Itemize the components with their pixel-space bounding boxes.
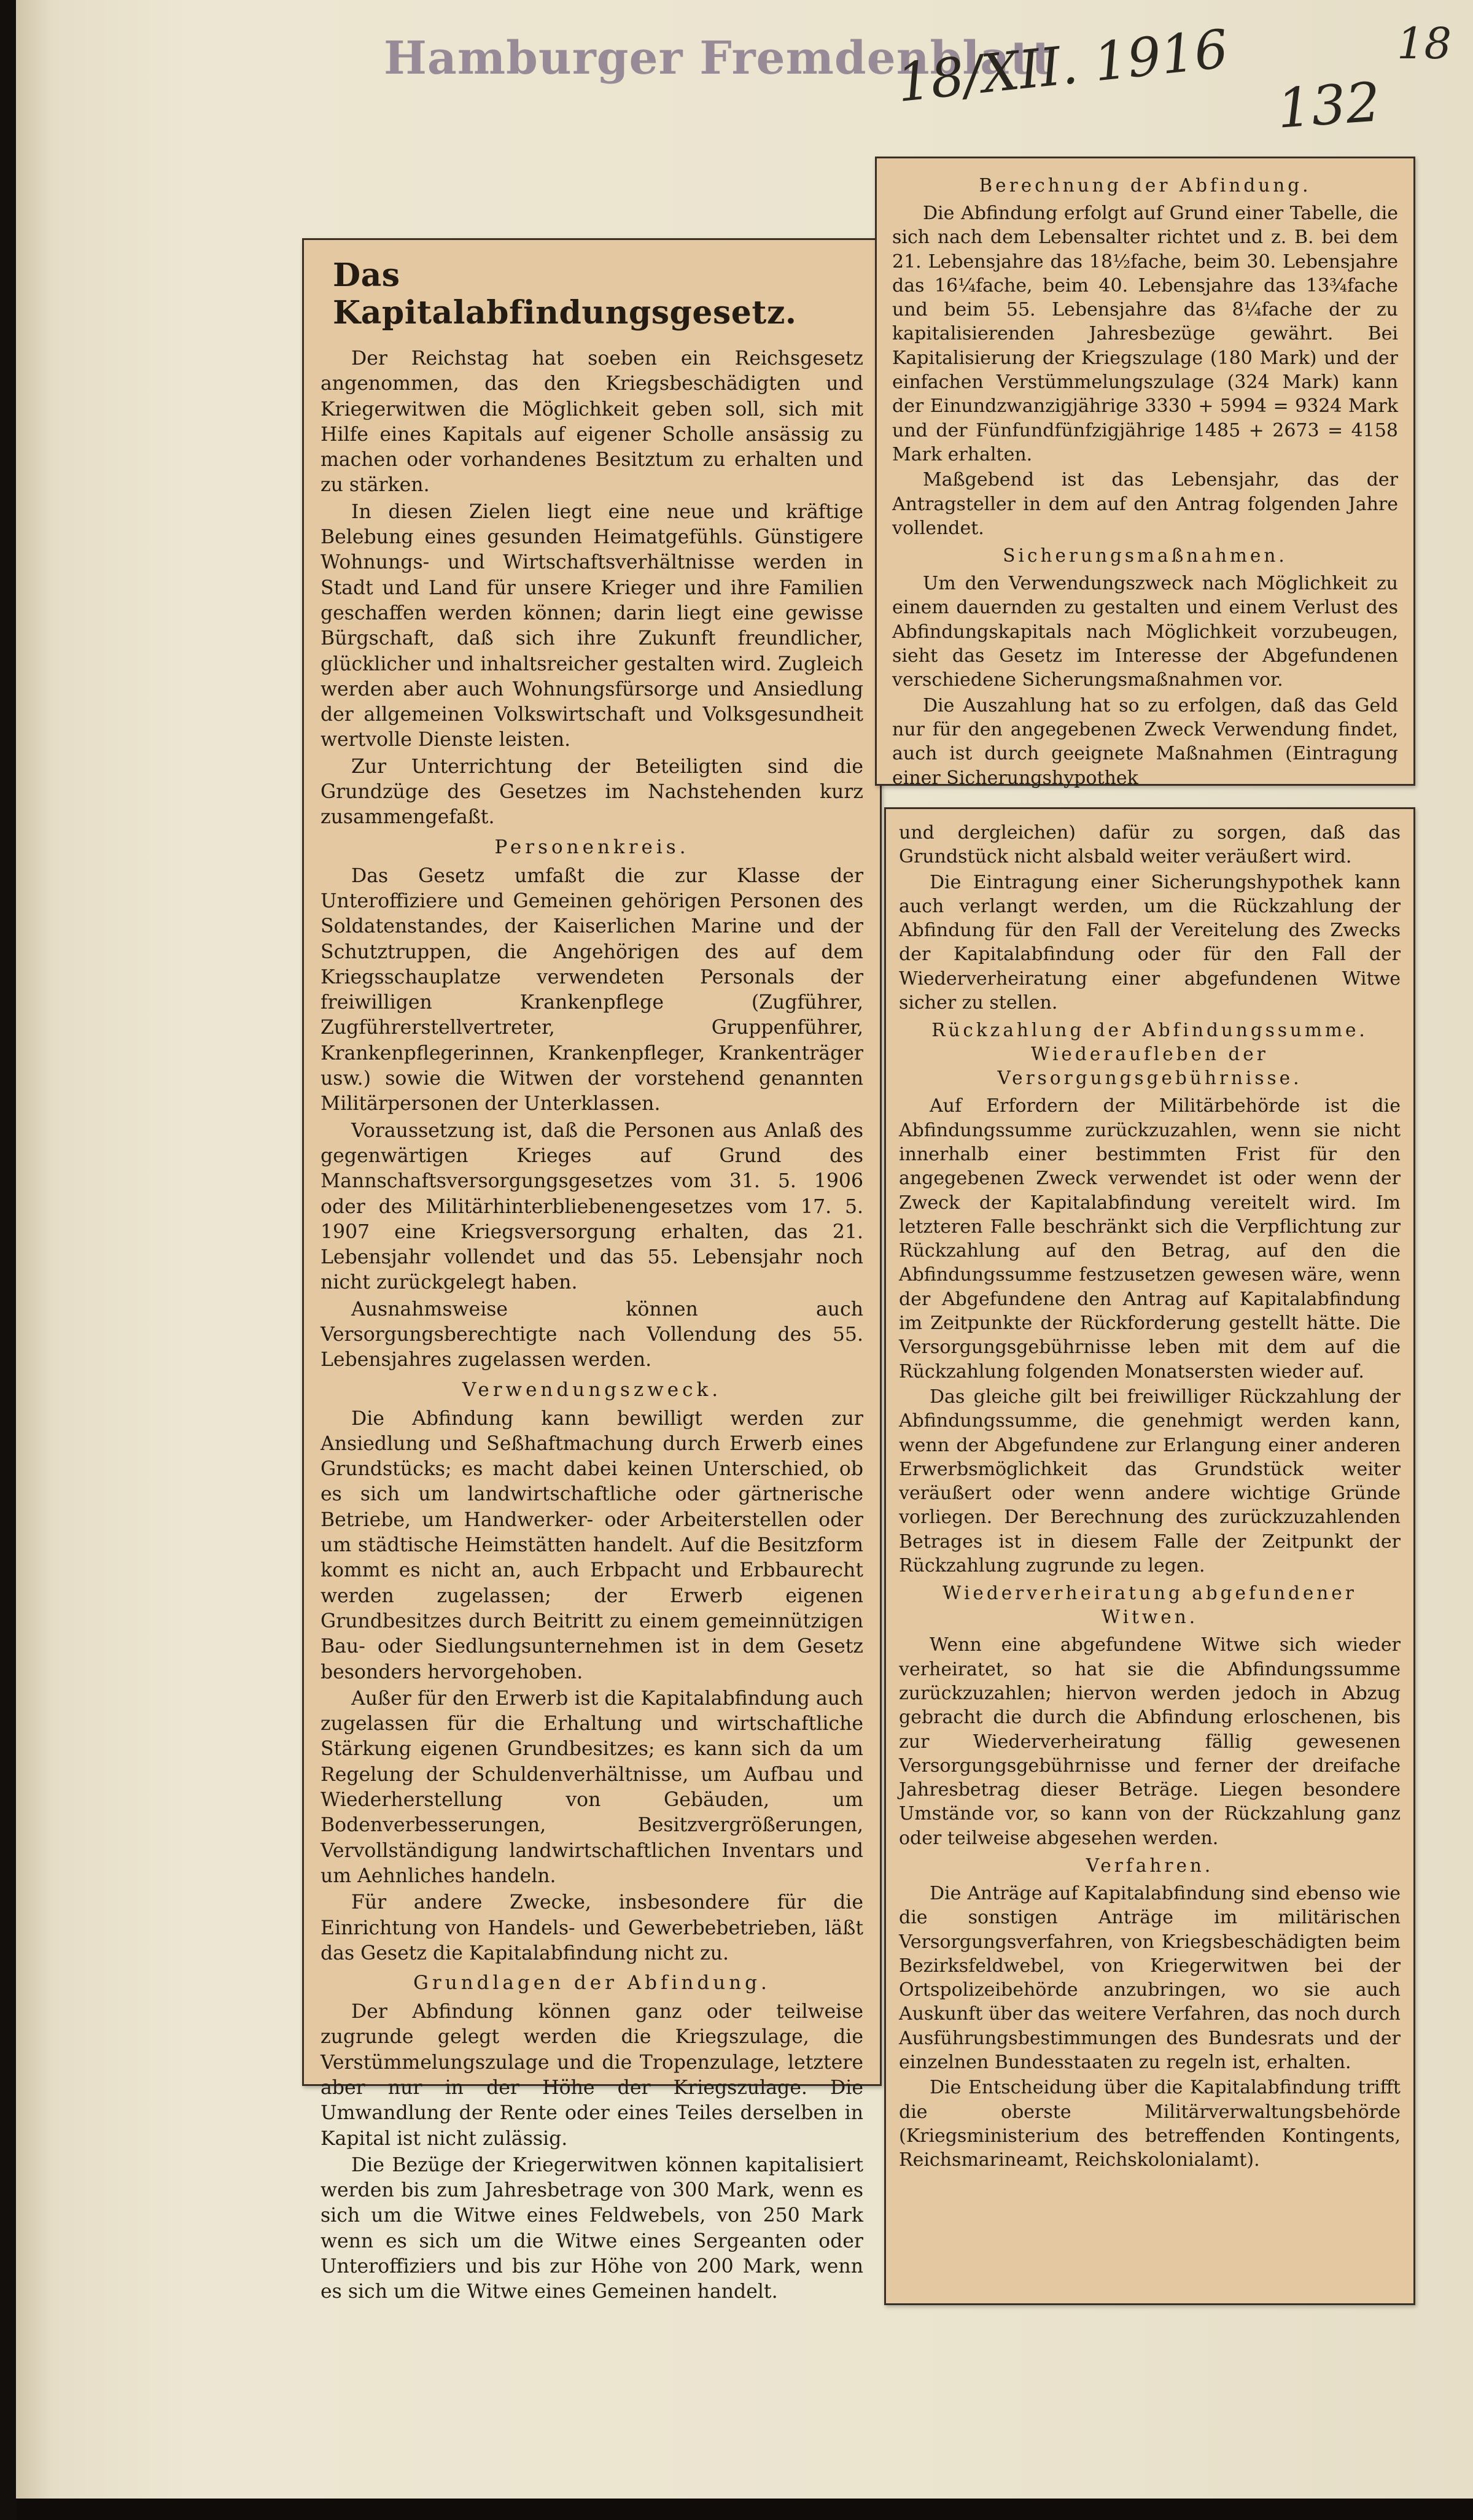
paragraph: Der Abfindung können ganz oder teilweise zugrunde gelegt werden die Kriegszulage, die Verstümmelungszulage und die Tropenzulage, letztere aber nur in der Höhe der Kriegszulage. Die Umwandlung der Rente oder eines Teiles derselben in Kapital ist nicht zulässig. <box>321 2001 863 2150</box>
paragraph: Die Abfindung kann bewilligt werden zur Ansiedlung und Seßhaftmachung durch Erwerb eines Grundstücks; es macht dabei keinen Unterschied, ob es sich um landwirtschaftliche oder gärtnerische Betriebe, um Handwerker- oder Arbeiterstellen oder um städtische Heimstätten handelt. Auf die Besitzform kommt es nicht an, auch Erbpacht und Erbbaurecht werden zugelassen; der Erwerb eigenen Grundbesitzes durch Beitritt zu einem gemeinnützigen Bau- oder Siedlungsunternehmen ist in dem Gesetz besonders hervorgehoben. <box>321 1407 863 1683</box>
paragraph: Voraussetzung ist, daß die Personen aus Anlaß des gegenwärtigen Krieges auf Grund des Mannschaftsversorgungsgesetzes vom 31. 5. 1906 oder des Militärhinterbliebenengesetzes vom 17. 5. 1907 eine Kriegsversorgung erhalten, das 21. Lebensjahr vollendet und das 55. Lebensjahr noch nicht zurückgelegt haben. <box>321 1119 863 1294</box>
paragraph: Maßgebend ist das Lebensjahr, das der Antragsteller in dem auf den Antrag folgenden Jahre vollendet. <box>892 469 1398 539</box>
paragraph: Außer für den Erwerb ist die Kapitalabfindung auch zugelassen für die Erhaltung und wirtschaftliche Stärkung eigenen Grundbesitzes; es kann sich da um Regelung der Schuldenverhältnisse, um Aufbau und Wiederherstellung von Gebäuden, um Bodenverbesserungen, Besitzvergrößerungen, Vervollständigung landwirtschaftlichen Inventars und um Aehnliches handeln. <box>321 1687 863 1887</box>
section-heading: Sicherungsmaßnahmen. <box>1003 545 1288 567</box>
paragraph: Die Abfindung erfolgt auf Grund einer Tabelle, die sich nach dem Lebensalter richtet und z. B. bei dem 21. Lebensjahre das 18½fache, beim 30. Lebensjahre das 16¼fache, beim 40. Lebensjahre das 13¾fache und beim 55. Lebensjahre das 8¼fache der zu kapitalisierenden Jahresbezüge gewährt. Bei Kapitalisierung der Kriegszulage (180 Mark) und der einfachen Verstümmelungszulage (324 Mark) kann der Einundzwanzigjährige 3330 + 5994 = 9324 Mark und der Fünfundfünfzigjährige 1485 + 2673 = 4158 Mark erhalten. <box>892 203 1398 465</box>
newspaper-clipping-main <box>302 238 882 2303</box>
paragraph: In diesen Zielen liegt eine neue und kräftige Belebung eines gesunden Heimatgefühls. Günstigere Wohnungs- und Wirtschaftsverhältnisse werden in Stadt und Land für unsere Krieger und ihre Familien geschaffen werden können; darin liegt eine gewisse Bürgschaft, daß sich ihre Zukunft freundlicher, glücklicher und inhaltsreicher gestalten wird. Zugleich werden aber auch Wohnungsfürsorge und Ansiedlung der allgemeinen Volkswirtschaft und Volksgesundheit wertvolle Dienste leisten. <box>321 500 863 751</box>
paragraph: Auf Erfordern der Militärbehörde ist die Abfindungssumme zurückzuzahlen, wenn sie nicht innerhalb einer bestimmten Frist für den angegebenen Zweck verwendet ist oder wenn der Zweck der Kapitalabfindung vereitelt wird. Im letzteren Falle beschränkt sich die Verpflichtung zur Rückzahlung auf den Betrag, auf den die Abfindungssumme festzusetzen gewesen wäre, wenn der Abgefundene den Antrag auf Kapitalabfindung im Zeitpunkte der Rückforderung gestellt hätte. Die Versorgungsgebührnisse leben mit dem auf die Rückzahlung folgenden Monatsersten wieder auf. <box>899 1095 1401 1382</box>
paragraph: Um den Verwendungszweck nach Möglichkeit zu einem dauernden zu gestalten und einem Verlust des Abfindungskapitals nach Möglichkeit vorzubeugen, sieht das Gesetz im Interesse der Abgefundenen verschiedene Sicherungsmaßnahmen vor. <box>892 573 1398 691</box>
scan-border <box>16 2499 1473 2520</box>
section-heading: Verfahren. <box>1086 1855 1214 1876</box>
article-headline: Das Kapitalabfindungsgesetz. <box>333 257 797 331</box>
newspaper-stamp: Hamburger Fremdenblatt <box>384 32 1054 85</box>
paragraph: Die Bezüge der Kriegerwitwen können kapitalisiert werden bis zum Jahresbetrage von 300 Mark, wenn es sich um die Witwe eines Feldwebels, von 250 Mark wenn es sich um die Witwe eines Sergeanten oder Unteroffiziers und bis zur Höhe von 200 Mark, wenn es sich um die Witwe eines Gemeinen handelt. <box>321 2154 863 2303</box>
paragraph: Die Eintragung einer Sicherungshypothek kann auch verlangt werden, um die Rückzahlung der Abfindung für den Fall der Vereitelung des Zwecks der Kapitalabfindung oder für den Fall der Wiederverheiratung einer abgefundenen Witwe sicher zu stellen. <box>899 871 1401 1014</box>
paragraph: Der Reichstag hat soeben ein Reichsgesetz angenommen, das den Kriegsbeschädigten und Kriegerwitwen die Möglichkeit geben soll, sich mit Hilfe eines Kapitals auf eigener Scholle ansässig zu machen oder vorhandenes Besitztum zu erhalten und zu stärken. <box>321 347 863 497</box>
newspaper-clipping-bottom-right <box>884 807 1415 2305</box>
paragraph: Die Anträge auf Kapitalabfindung sind ebenso wie die sonstigen Anträge im militärischen Versorgungsverfahren, von Kriegsbeschädigten beim Bezirksfeldwebel, von Kriegerwitwen bei der Ortspolizeibehörde anzubringen, wo sie auch Auskunft über das weitere Verfahren, das noch durch Ausführungsbestimmungen des Bundesrats und der einzelnen Bundesstaaten zu regeln ist, erhalten. <box>899 1882 1401 2074</box>
paragraph: Für andere Zwecke, insbesondere für die Einrichtung von Handels- und Gewerbebetrieben, läßt das Gesetz die Kapitalabfindung nicht zu. <box>321 1891 863 1964</box>
paragraph: Das Gesetz umfaßt die zur Klasse der Unteroffiziere und Gemeinen gehörigen Personen des Soldatenstandes, der Kaiserlichen Marine und der Schutztruppen, die Angehörigen des auf dem Kriegsschauplatze verwendeten Personals der freiwilligen Krankenpflege (Zugführer, Zugführerstellvertreter, Gruppenführer, Krankenpflegerinnen, Krankenpfleger, Krankenträger usw.) sowie die Witwen der vorstehend genannten Militärpersonen der Unterklassen. <box>321 864 863 1115</box>
paragraph: und dergleichen) dafür zu sorgen, daß das Grundstück nicht alsbald weiter veräußert wird. <box>899 822 1401 868</box>
paragraph: Ausnahmsweise können auch Versorgungsberechtigte nach Vollendung des 55. Lebensjahres zugelassen werden. <box>321 1298 863 1371</box>
section-heading: Grundlagen der Abfindung. <box>413 1972 771 1995</box>
newspaper-clipping-top-right <box>875 157 1415 789</box>
paragraph: Wenn eine abgefundene Witwe sich wieder verheiratet, so hat sie die Abfindungssumme zurückzuzahlen; hiervon werden jedoch in Abzug gebracht die durch die Abfindung erloschenen, bis zur Wiederverheiratung fällig gewesenen Versorgungsgebührnisse und ferner der dreifache Jahresbetrag dieser Beträge. Liegen besondere Umstände vor, so kann von der Rückzahlung ganz oder teilweise abgesehen werden. <box>899 1634 1401 1849</box>
section-heading: Berechnung der Abfindung. <box>979 175 1312 196</box>
handwritten-page-number: 18 <box>1397 18 1452 69</box>
paragraph: Zur Unterrichtung der Beteiligten sind die Grundzüge des Gesetzes im Nachstehenden kurz zusammengefaßt. <box>321 755 863 829</box>
paragraph: Die Auszahlung hat so zu erfolgen, daß das Geld nur für den angegebenen Zweck Verwendung findet, auch ist durch geeignete Maßnahmen (Eintragung einer Sicherungshypothek <box>892 694 1398 789</box>
handwritten-date: 18/XII. 1916 <box>894 18 1231 115</box>
handwritten-number: 132 <box>1275 70 1383 141</box>
section-heading: Personenkreis. <box>494 835 690 858</box>
paragraph: Die Entscheidung über die Kapitalabfindung trifft die oberste Militärverwaltungsbehörde (Kriegsministerium des betreffenden Kontingents, Reichsmarineamt, Reichskolonialamt). <box>899 2077 1401 2171</box>
section-heading: Rückzahlung der Abfindungssumme. Wiederaufleben der Versorgungsgebührnisse. <box>931 1020 1368 1089</box>
section-heading: Wiederverheiratung abgefundener Witwen. <box>942 1583 1357 1628</box>
section-heading: Verwendungszweck. <box>462 1378 722 1401</box>
paragraph: Das gleiche gilt bei freiwilliger Rückzahlung der Abfindungssumme, die genehmigt werden kann, wenn der Abgefundene zur Erlangung einer anderen Erwerbsmöglichkeit das Grundstück weiter veräußert oder wenn andere wichtige Gründe vorliegen. Der Berechnung des zurückzuzahlenden Betrages ist in diesem Falle der Zeitpunkt der Rückzahlung zugrunde zu legen. <box>899 1386 1401 1577</box>
